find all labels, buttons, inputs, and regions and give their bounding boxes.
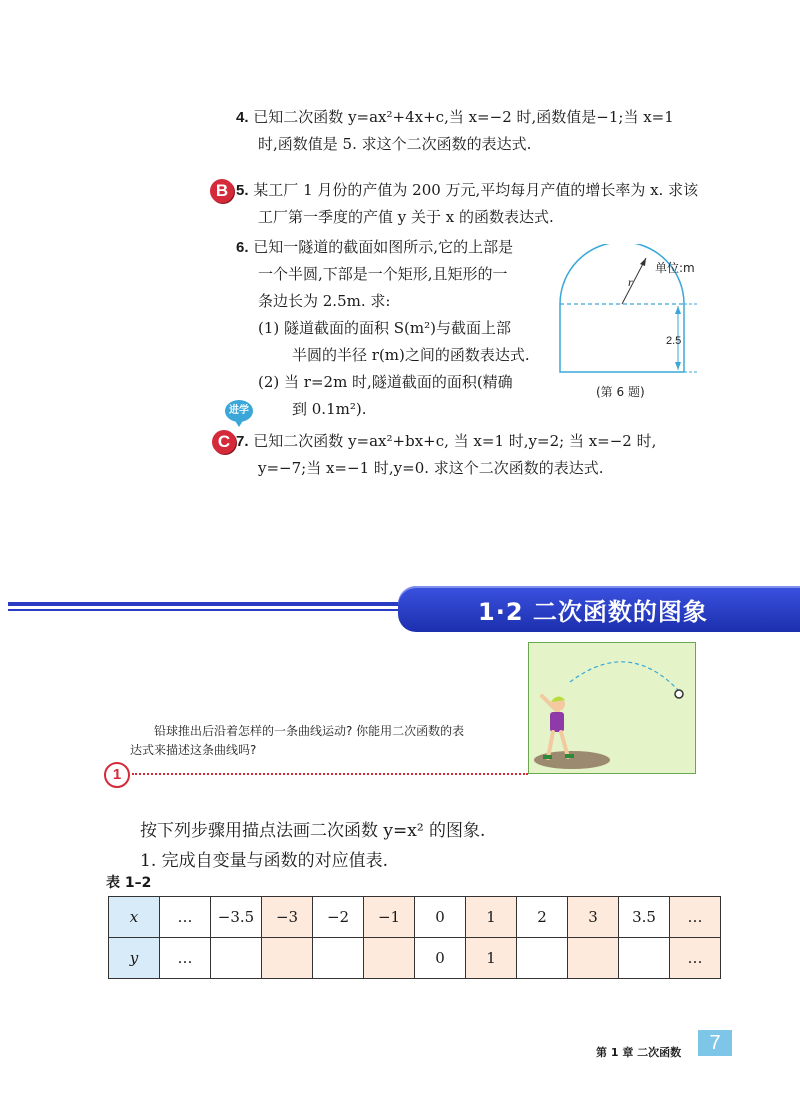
problem-6-sub2b: 到 0.1m²).: [292, 400, 367, 418]
table-cell: −3.5: [211, 897, 262, 938]
page-number: 7: [698, 1030, 732, 1056]
table-cell: [619, 938, 670, 979]
problem-4-number: 4.: [236, 109, 249, 126]
height-label: 2.5: [666, 335, 682, 347]
problem-7-line2: y=−7;当 x=−1 时,y=0. 求这个二次函数的表达式.: [258, 459, 604, 477]
tunnel-figure: [548, 244, 718, 406]
problem-6-line2: 一个半圆,下部是一个矩形,且矩形的一: [258, 265, 508, 283]
problem-6-line3: 条边长为 2.5m. 求:: [258, 292, 391, 310]
intro-question: [130, 722, 464, 760]
header-rule-thin: [8, 609, 428, 611]
header-rule: [8, 602, 428, 606]
unit-label: 单位:m: [655, 261, 695, 275]
problem-6-line1: 已知一隧道的截面如图所示,它的上部是: [253, 238, 514, 256]
table-cell: …: [160, 897, 211, 938]
table-cell: …: [670, 938, 721, 979]
problem-6-sub2a: (2) 当 r=2m 时,隧道截面的面积(精确: [258, 373, 513, 391]
table-cell: 0: [415, 897, 466, 938]
problem-5-number: 5.: [236, 182, 249, 199]
dotted-leader: [132, 773, 528, 775]
throwing-circle: [534, 751, 610, 769]
body-line1: 按下列步骤用描点法画二次函数 y=x² 的图象.: [140, 821, 486, 841]
table-cell: [364, 938, 415, 979]
shot-ball: [675, 690, 683, 698]
table-cell: −2: [313, 897, 364, 938]
body-text: [140, 816, 485, 876]
jinxue-marker: 进学: [225, 400, 253, 422]
intro-line1: 铅球推出后沿着怎样的一条曲线运动? 你能用二次函数的表: [154, 724, 465, 738]
section-title: 1·2 二次函数的图象: [478, 598, 708, 626]
athlete-torso: [550, 712, 564, 732]
table-row-x: [109, 897, 721, 938]
section-marker-1: 1: [104, 762, 130, 788]
body-line2: 1. 完成自变量与函数的对应值表.: [140, 851, 389, 871]
problem-7-line1: 已知二次函数 y=ax²+bx+c, 当 x=1 时,y=2; 当 x=−2 时,: [253, 432, 657, 450]
table-cell: 1: [466, 938, 517, 979]
problem-6: [236, 234, 546, 423]
table-cell: …: [670, 897, 721, 938]
table-cell: …: [160, 938, 211, 979]
problem-4: [236, 104, 674, 158]
problem-4-line2: 时,函数值是 5. 求这个二次函数的表达式.: [258, 135, 532, 153]
table-cell: [517, 938, 568, 979]
intro-line2: 达式来描述这条曲线吗?: [130, 743, 257, 757]
problem-6-sub1b: 半圆的半径 r(m)之间的函数表达式.: [292, 346, 530, 364]
figure-6-caption: (第 6 题): [596, 385, 645, 399]
table-row-y: [109, 938, 721, 979]
value-table: [108, 896, 721, 979]
table-cell: −1: [364, 897, 415, 938]
table-cell: 1: [466, 897, 517, 938]
problem-6-sub1a: (1) 隧道截面的面积 S(m²)与截面上部: [258, 319, 512, 337]
table-cell: [313, 938, 364, 979]
x-header: x: [109, 897, 160, 938]
table-cell: 2: [517, 897, 568, 938]
table-cell: 3: [568, 897, 619, 938]
level-b-badge: B: [210, 179, 234, 203]
table-cell: [211, 938, 262, 979]
problem-5-line2: 工厂第一季度的产值 y 关于 x 的函数表达式.: [258, 208, 554, 226]
problem-7-number: 7.: [236, 433, 249, 450]
radius-label: r: [628, 275, 633, 289]
table-cell: −3: [262, 897, 313, 938]
problem-5-line1: 某工厂 1 月份的产值为 200 万元,平均每月产值的增长率为 x. 求该: [253, 181, 699, 199]
table-cell: [568, 938, 619, 979]
problem-4-line1: 已知二次函数 y=ax²+4x+c,当 x=−2 时,函数值是−1;当 x=1: [253, 108, 674, 126]
problem-6-number: 6.: [236, 239, 249, 256]
shot-put-illustration: [528, 642, 696, 774]
level-c-badge: C: [212, 430, 236, 454]
problem-5: [236, 177, 698, 231]
problem-7: [236, 428, 656, 482]
radius-arrowhead: [640, 258, 646, 266]
table-cell: 0: [415, 938, 466, 979]
table-caption: 表 1–2: [106, 875, 152, 891]
table-cell: [262, 938, 313, 979]
chapter-footer: 第 1 章 二次函数: [596, 1046, 682, 1059]
y-header: y: [109, 938, 160, 979]
table-cell: 3.5: [619, 897, 670, 938]
section-header: [8, 586, 800, 632]
